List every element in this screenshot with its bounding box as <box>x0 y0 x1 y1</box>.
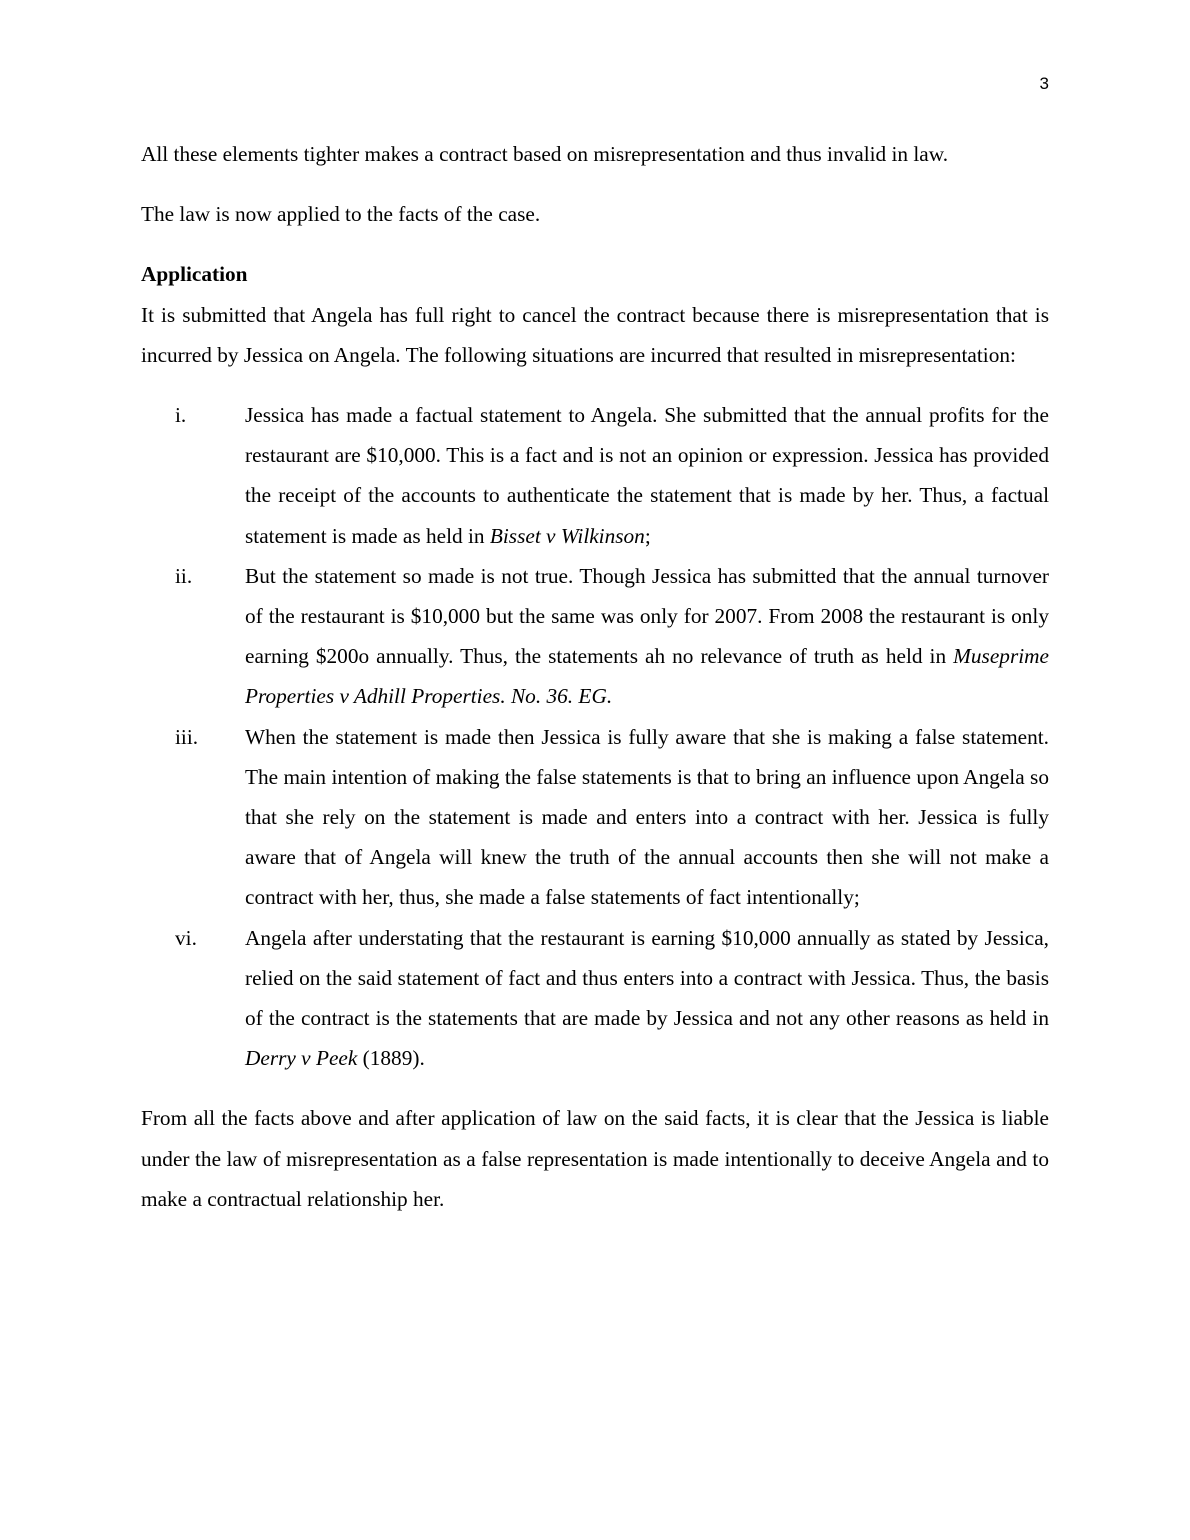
list-item-vi <box>141 918 1049 1079</box>
case-citation: Derry v Peek <box>245 1046 358 1071</box>
paragraph-law-applied: The law is now applied to the facts of the case. <box>141 202 541 227</box>
page-number: 3 <box>1039 74 1049 93</box>
document-body <box>141 134 1049 1219</box>
list-item-body: When the statement is made then Jessica is fully aware that she is making a false statement. The main intention of making the false statements is that to bring an influence upon Angela so that she rely on the statement is made and enters into a contract with her. Jessica is fully aware that of Angela will knew the truth of the annual accounts then she will not make a contract with her, thus, she made a false statements of fact intentionally; <box>245 724 1049 910</box>
list-item-body: Jessica has made a factual statement to Angela. She submitted that the annual profits for the restaurant are $10,000. This is a fact and is not an opinion or expression. Jessica has provided the receipt of the accounts to authenticate the statement that is made by her. Thus, a factual statement is made as held in <box>245 403 1049 548</box>
misrepresentation-list <box>141 395 1049 1078</box>
list-item-body: But the statement so made is not true. Though Jessica has submitted that the annual turnover of the restaurant is $10,000 but the same was only for 2007. From 2008 the restaurant is only earning $200o annually. Thus, the statements ah no relevance of truth as held in <box>245 563 1049 669</box>
application-intro: It is submitted that Angela has full right to cancel the contract because there is misrepresentation that is incurred by Jessica on Angela. The following situations are incurred that resulted in misrepresentation: <box>141 302 1049 367</box>
list-item-text <box>245 717 1049 918</box>
list-marker: i. <box>175 403 187 428</box>
list-marker: ii. <box>175 563 193 588</box>
list-item-text <box>245 395 1049 556</box>
section-heading-application: Application <box>141 262 248 287</box>
conclusion-paragraph: From all the facts above and after application of law on the said facts, it is clear that the Jessica is liable under the law of misrepresentation as a false representation is made intentionally to deceive Angela and to make a contractual relationship her. <box>141 1106 1049 1211</box>
list-item-ii <box>141 556 1049 717</box>
list-item-tail: (1889). <box>357 1046 425 1071</box>
list-item-iii <box>141 717 1049 918</box>
list-item-text <box>245 556 1049 717</box>
list-item-text <box>245 918 1049 1079</box>
list-marker: iii. <box>175 724 199 749</box>
case-citation: Museprime Properties v Adhill Properties. No. 36. EG. <box>245 644 1049 709</box>
list-marker: vi. <box>175 925 197 950</box>
list-item-body: Angela after understating that the restaurant is earning $10,000 annually as stated by Jessica, relied on the said statement of fact and thus enters into a contract with Jessica. Thus, the basis of the contract is the statements that are made by Jessica and not any other reasons as held in <box>245 925 1049 1031</box>
case-citation: Bisset v Wilkinson <box>489 523 645 548</box>
paragraph-elements-summary: All these elements tighter makes a contract based on misrepresentation and thus invalid in law. <box>141 142 949 166</box>
list-item-tail: ; <box>644 523 651 548</box>
list-item-i <box>141 395 1049 556</box>
